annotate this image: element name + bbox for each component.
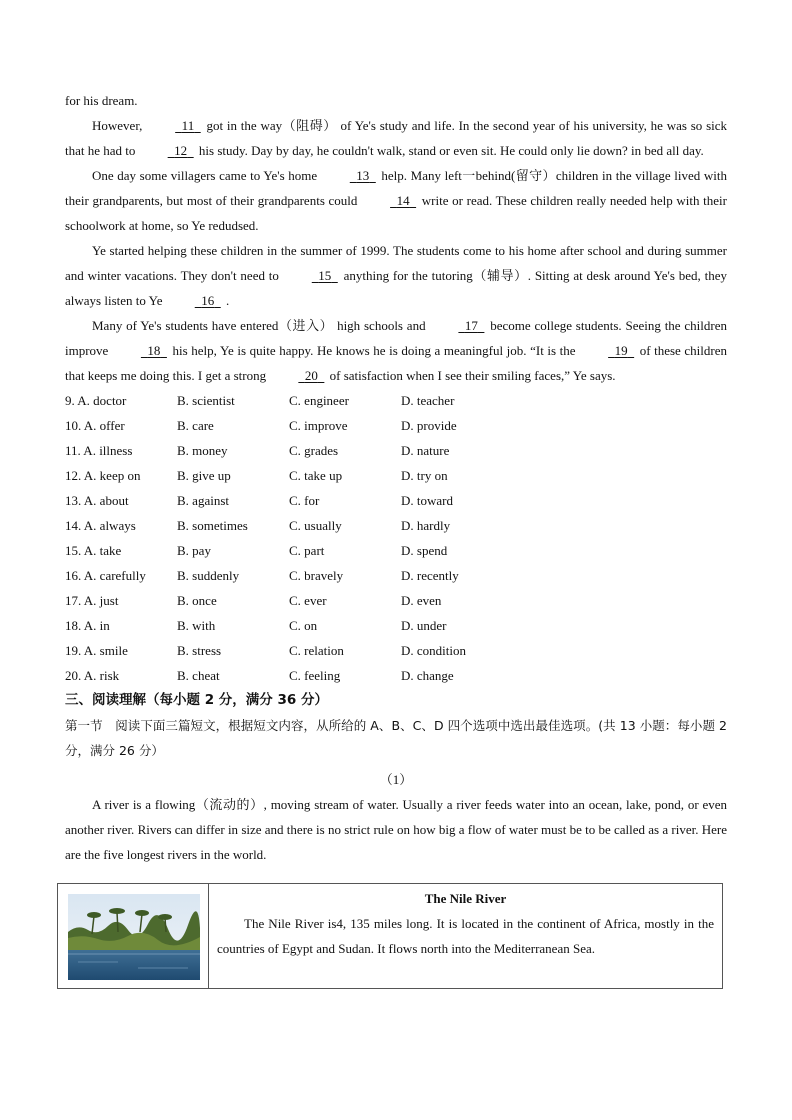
- option-c[interactable]: C. bravely: [289, 567, 344, 583]
- section-3-instruction: 第一节 阅读下面三篇短文，根据短文内容，从所给的 A、B、C、D 四个选项中选出最佳选项。(共 13 小题：每小题 2 分，满分 26 分）: [65, 718, 727, 758]
- nile-river-text-cell: [209, 884, 722, 988]
- option-row-18: [65, 613, 727, 638]
- option-a[interactable]: 11. A. illness: [65, 442, 133, 458]
- option-c[interactable]: C. part: [289, 542, 325, 558]
- blank-15[interactable]: 15: [318, 268, 332, 283]
- option-c[interactable]: C. take up: [289, 467, 343, 483]
- options-list: [65, 388, 727, 688]
- option-a[interactable]: 17. A. just: [65, 592, 119, 608]
- option-d[interactable]: D. teacher: [401, 392, 455, 408]
- passage-line-0: for his dream.: [65, 93, 138, 108]
- blank-12[interactable]: 12: [174, 143, 188, 158]
- option-row-9: [65, 388, 727, 413]
- river-table: [57, 883, 723, 989]
- content-column: [65, 88, 727, 867]
- option-d[interactable]: D. nature: [401, 442, 450, 458]
- option-b[interactable]: B. scientist: [177, 392, 235, 408]
- option-b[interactable]: B. pay: [177, 542, 211, 558]
- blank-16[interactable]: 16: [201, 293, 215, 308]
- option-c[interactable]: C. grades: [289, 442, 339, 458]
- blank-19[interactable]: 19: [614, 343, 628, 358]
- option-d[interactable]: D. condition: [401, 642, 466, 658]
- option-a[interactable]: 20. A. risk: [65, 667, 120, 683]
- option-b[interactable]: B. against: [177, 492, 229, 508]
- option-d[interactable]: D. spend: [401, 542, 448, 558]
- option-b[interactable]: B. give up: [177, 467, 231, 483]
- option-a[interactable]: 9. A. doctor: [65, 392, 127, 408]
- option-a[interactable]: 18. A. in: [65, 617, 110, 633]
- option-row-14: [65, 513, 727, 538]
- option-a[interactable]: 13. A. about: [65, 492, 129, 508]
- option-b[interactable]: B. care: [177, 417, 214, 433]
- option-row-16: [65, 563, 727, 588]
- option-c[interactable]: C. relation: [289, 642, 344, 658]
- blank-18[interactable]: 18: [147, 343, 161, 358]
- option-row-19: [65, 638, 727, 663]
- option-b[interactable]: B. stress: [177, 642, 222, 658]
- blank-14[interactable]: 14: [396, 193, 410, 208]
- nile-river-photo: [68, 894, 200, 980]
- option-a[interactable]: 12. A. keep on: [65, 467, 141, 483]
- option-d[interactable]: D. provide: [401, 417, 457, 433]
- option-row-15: [65, 538, 727, 563]
- option-a[interactable]: 19. A. smile: [65, 642, 128, 658]
- option-b[interactable]: B. money: [177, 442, 228, 458]
- option-c[interactable]: C. usually: [289, 517, 342, 533]
- option-c[interactable]: C. for: [289, 492, 320, 508]
- nile-river-title: The Nile River: [424, 891, 507, 906]
- option-c[interactable]: C. improve: [289, 417, 348, 433]
- option-row-11: [65, 438, 727, 463]
- option-b[interactable]: B. with: [177, 617, 216, 633]
- option-c[interactable]: C. ever: [289, 592, 327, 608]
- option-d[interactable]: D. under: [401, 617, 447, 633]
- blank-17[interactable]: 17: [464, 318, 478, 333]
- option-row-10: [65, 413, 727, 438]
- passage-paragraph-1: However, 11 got in the way（阻碍） of Ye's study and life. In the second year of his university, he was so sick that he had to 12 his study. Day by day, he couldn't walk, stand or even sit. He could only lie down? in bed all day.: [65, 113, 727, 163]
- option-b[interactable]: B. sometimes: [177, 517, 248, 533]
- option-b[interactable]: B. once: [177, 592, 217, 608]
- river-intro: A river is a flowing（流动的）, moving stream of water. Usually a river feeds water into an ocean, lake, pond, or even another river. Rivers can differ in size and there is no strict rule on how big a flow of water must be to be called as a river. Here are the five longest rivers in the world.: [65, 797, 727, 862]
- nile-river-image-cell: [58, 884, 209, 988]
- passage-number: （1）: [379, 772, 413, 787]
- option-row-12: [65, 463, 727, 488]
- option-d[interactable]: D. even: [401, 592, 442, 608]
- option-b[interactable]: B. cheat: [177, 667, 220, 683]
- option-d[interactable]: D. hardly: [401, 517, 451, 533]
- option-a[interactable]: 14. A. always: [65, 517, 136, 533]
- passage-paragraph-2: One day some villagers came to Ye's home 13 help. Many left一behind(留守）children in the village lived with their grandparents, but most of their grandparents could 14 write or read. These children really needed help with their schoolwork at home, so Ye redudsed.: [65, 163, 727, 238]
- option-a[interactable]: 10. A. offer: [65, 417, 125, 433]
- blank-11[interactable]: 11: [181, 118, 195, 133]
- option-c[interactable]: C. feeling: [289, 667, 341, 683]
- option-c[interactable]: C. engineer: [289, 392, 349, 408]
- blank-20[interactable]: 20: [304, 368, 318, 383]
- option-d[interactable]: D. toward: [401, 492, 453, 508]
- option-b[interactable]: B. suddenly: [177, 567, 240, 583]
- nile-river-description: The Nile River is4, 135 miles long. It is located in the continent of Africa, mostly in the countries of Egypt and Sudan. It flows north into the Mediterranean Sea.: [217, 916, 714, 956]
- option-a[interactable]: 16. A. carefully: [65, 567, 146, 583]
- option-d[interactable]: D. try on: [401, 467, 448, 483]
- section-3-title: 三、阅读理解（每小题 2 分，满分 36 分）: [65, 692, 328, 708]
- passage-paragraph-4: Many of Ye's students have entered（进入） high schools and 17 become college students. Seeing the children improve 18 his help, Ye is quite happy. He knows he is doing a meaningful job. “It is the 19 of these children that keeps me doing this. I get a strong 20 of satisfaction when I see their smiling faces,” Ye says.: [65, 313, 727, 388]
- option-d[interactable]: D. recently: [401, 567, 459, 583]
- option-row-17: [65, 588, 727, 613]
- option-row-13: [65, 488, 727, 513]
- option-a[interactable]: 15. A. take: [65, 542, 122, 558]
- option-c[interactable]: C. on: [289, 617, 318, 633]
- option-d[interactable]: D. change: [401, 667, 454, 683]
- option-row-20: [65, 663, 727, 688]
- passage-paragraph-3: Ye started helping these children in the summer of 1999. The students come to his home after school and during summer and winter vacations. They don't need to 15 anything for the tutoring（辅导）. Sitting at desk around Ye's bed, they always listen to Ye 16 .: [65, 238, 727, 313]
- blank-13[interactable]: 13: [356, 168, 370, 183]
